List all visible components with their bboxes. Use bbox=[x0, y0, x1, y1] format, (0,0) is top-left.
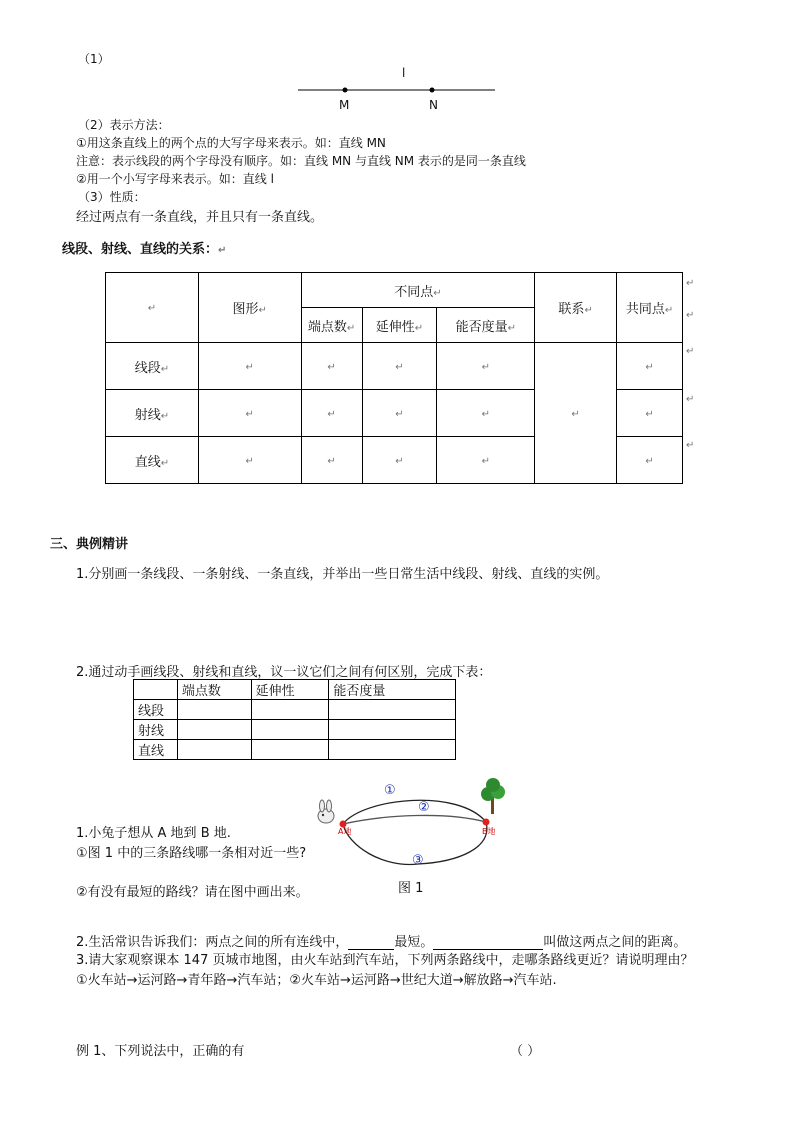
header-diff: 不同点↵ bbox=[301, 273, 535, 308]
method-1: ①用这条直线上的两个点的大写字母来表示。如：直线 MN bbox=[76, 136, 386, 150]
answer-cell[interactable] bbox=[329, 740, 456, 760]
relation-title-text: 线段、射线、直线的关系： bbox=[62, 242, 219, 257]
answer-cell[interactable] bbox=[251, 700, 329, 720]
header-extension: 延伸性↵ bbox=[362, 308, 437, 343]
answer-cell-link[interactable]: ↵ bbox=[535, 343, 617, 484]
answer-cell[interactable]: ↵ bbox=[437, 390, 535, 437]
answer-cell[interactable]: ↵ bbox=[198, 343, 301, 390]
question-common-text-a: 2.生活常识告诉我们：两点之间的所有连线中， bbox=[76, 935, 349, 950]
header-link: 联系↵ bbox=[535, 273, 617, 343]
answer-blank-1[interactable] bbox=[348, 935, 394, 950]
route-2-label: ② bbox=[418, 800, 430, 815]
answer-cell[interactable]: ↵ bbox=[362, 390, 437, 437]
answer-cell[interactable]: ↵ bbox=[437, 437, 535, 484]
answer-cell[interactable]: ↵ bbox=[437, 343, 535, 390]
question-common-sense bbox=[76, 931, 686, 950]
figure-caption: 图 1 bbox=[398, 881, 424, 896]
rabbit-question-2: ②有没有最短的路线？请在图中画出来。 bbox=[76, 885, 309, 900]
paragraph-mark: ↵ bbox=[686, 394, 695, 405]
property-text: 经过两点有一条直线，并且只有一条直线。 bbox=[76, 210, 324, 225]
row-label-segment: 线段 bbox=[134, 700, 178, 720]
answer-blank-2[interactable] bbox=[433, 935, 543, 950]
relation-table bbox=[105, 272, 683, 484]
row-label-ray: 射线↵ bbox=[106, 390, 199, 437]
route-3-label: ③ bbox=[412, 853, 424, 868]
point-m-label: M bbox=[339, 98, 350, 112]
rabbit-icon bbox=[318, 800, 334, 823]
paragraph-mark: ↵ bbox=[218, 245, 227, 256]
question-common-text-b: 最短。 bbox=[394, 935, 434, 950]
paragraph-mark: ↵ bbox=[686, 310, 695, 321]
item-3-label: （3）性质： bbox=[78, 190, 146, 204]
section-3-title: 三、典例精讲 bbox=[50, 537, 129, 552]
header-endpoints: 端点数 bbox=[177, 680, 251, 700]
header-endpoints: 端点数↵ bbox=[301, 308, 362, 343]
question-1: 1.分别画一条线段、一条射线、一条直线，并举出一些日常生活中线段、射线、直线的实例。 bbox=[76, 567, 609, 582]
paragraph-mark: ↵ bbox=[686, 346, 695, 357]
label-b: B地 bbox=[482, 827, 496, 836]
answer-cell[interactable]: ↵ bbox=[198, 390, 301, 437]
answer-cell[interactable] bbox=[329, 700, 456, 720]
answer-cell[interactable]: ↵ bbox=[362, 343, 437, 390]
point-n-dot bbox=[430, 88, 435, 93]
line-mn-figure bbox=[295, 62, 500, 114]
row-label-line: 直线↵ bbox=[106, 437, 199, 484]
rabbit-question-1: ①图 1 中的三条路线哪一条相对近一些? bbox=[76, 846, 307, 861]
header-common: 共同点↵ bbox=[617, 273, 683, 343]
rabbit-question: 1.小兔子想从 A 地到 B 地. bbox=[76, 826, 231, 841]
line-label-l: l bbox=[402, 66, 406, 80]
answer-cell[interactable]: ↵ bbox=[198, 437, 301, 484]
table-row bbox=[106, 343, 683, 390]
point-b-dot bbox=[483, 819, 490, 826]
header-extension: 延伸性 bbox=[251, 680, 329, 700]
item-1-label: （1） bbox=[78, 52, 110, 66]
answer-paren[interactable]: （ ） bbox=[510, 1044, 541, 1059]
header-measure: 能否度量↵ bbox=[437, 308, 535, 343]
route-2-path bbox=[343, 815, 486, 824]
answer-cell[interactable] bbox=[251, 740, 329, 760]
answer-cell[interactable]: ↵ bbox=[617, 343, 683, 390]
table-row bbox=[134, 720, 456, 740]
answer-cell[interactable]: ↵ bbox=[617, 437, 683, 484]
tree-icon bbox=[481, 778, 505, 814]
paragraph-mark: ↵ bbox=[686, 278, 695, 289]
row-label-ray: 射线 bbox=[134, 720, 178, 740]
answer-cell[interactable] bbox=[329, 720, 456, 740]
route-1-label: ① bbox=[384, 783, 396, 798]
table-row bbox=[134, 700, 456, 720]
question-map: 3.请大家观察课本 147 页城市地图，由火车站到汽车站，下列两条路线中，走哪条路线更近？请说明理由？ bbox=[76, 953, 694, 968]
answer-cell[interactable] bbox=[177, 700, 251, 720]
table-row bbox=[134, 740, 456, 760]
comparison-table bbox=[133, 679, 456, 760]
label-a: A地 bbox=[338, 827, 352, 836]
corner-cell bbox=[134, 680, 178, 700]
header-measure: 能否度量 bbox=[329, 680, 456, 700]
paragraph-mark: ↵ bbox=[686, 440, 695, 451]
answer-cell[interactable]: ↵ bbox=[301, 437, 362, 484]
answer-cell[interactable]: ↵ bbox=[301, 390, 362, 437]
table-row bbox=[134, 680, 456, 700]
answer-cell[interactable]: ↵ bbox=[617, 390, 683, 437]
example-1: 例 1、下列说法中，正确的有 bbox=[76, 1044, 245, 1059]
point-m-dot bbox=[343, 88, 348, 93]
question-common-text-c: 叫做这两点之间的距离。 bbox=[543, 935, 687, 950]
corner-cell: ↵ bbox=[106, 273, 199, 343]
row-label-line: 直线 bbox=[134, 740, 178, 760]
header-figure: 图形↵ bbox=[198, 273, 301, 343]
question-2: 2.通过动手画线段、射线和直线，议一议它们之间有何区别，完成下表： bbox=[76, 665, 492, 680]
answer-cell[interactable]: ↵ bbox=[362, 437, 437, 484]
answer-cell[interactable] bbox=[177, 720, 251, 740]
note-text: 注意：表示线段的两个字母没有顺序。如：直线 MN 与直线 NM 表示的是同一条直线 bbox=[76, 154, 526, 168]
relation-title bbox=[62, 238, 226, 257]
question-routes: ①火车站→运河路→青年路→汽车站；②火车站→运河路→世纪大道→解放路→汽车站. bbox=[76, 973, 557, 988]
answer-cell[interactable]: ↵ bbox=[301, 343, 362, 390]
answer-cell[interactable] bbox=[251, 720, 329, 740]
item-2-label: （2）表示方法： bbox=[78, 118, 170, 132]
answer-cell[interactable] bbox=[177, 740, 251, 760]
row-label-segment: 线段↵ bbox=[106, 343, 199, 390]
method-2: ②用一个小写字母来表示。如：直线 l bbox=[76, 172, 274, 186]
point-n-label: N bbox=[429, 98, 438, 112]
